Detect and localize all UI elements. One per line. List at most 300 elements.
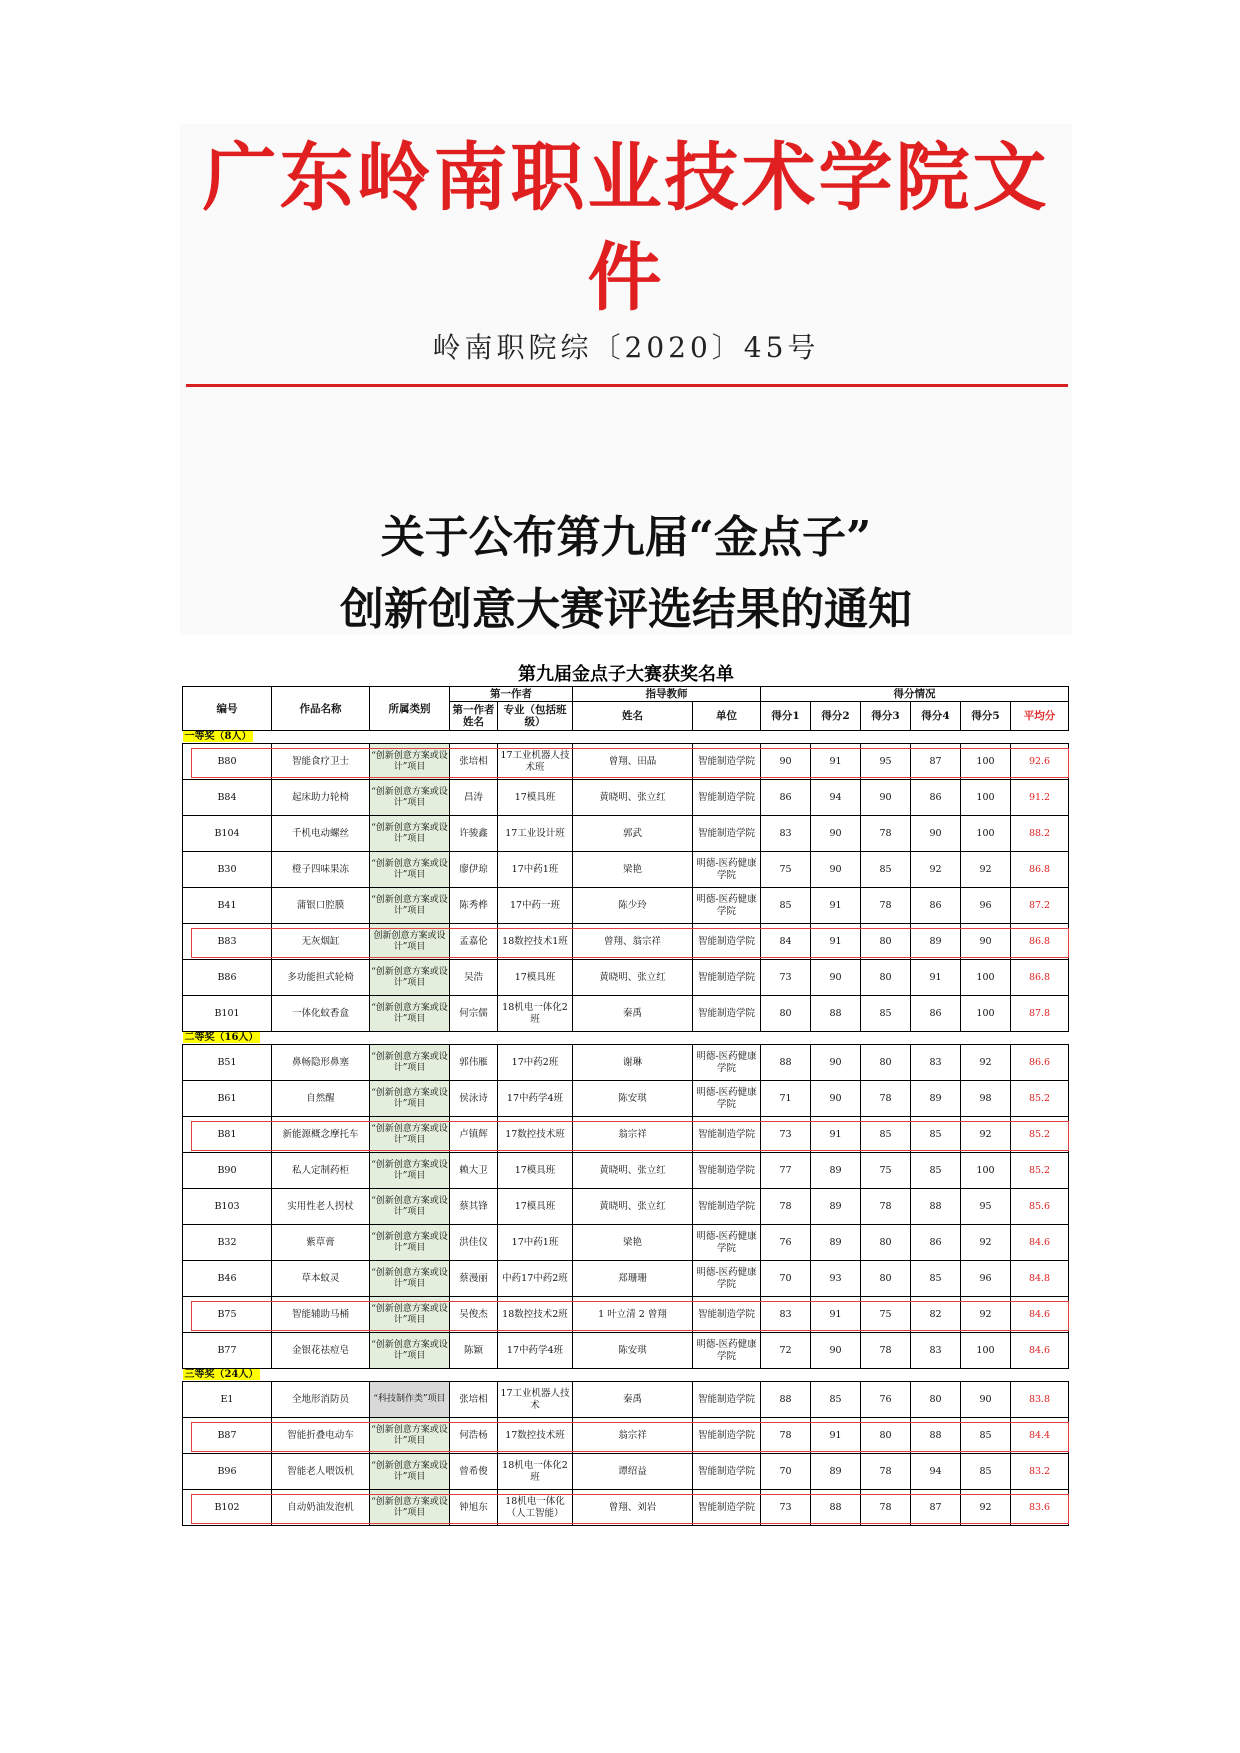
cell-id: B41 xyxy=(183,888,272,924)
cell-score-2: 89 xyxy=(811,1189,861,1225)
cell-major: 17中药一班 xyxy=(498,888,573,924)
cell-score-2: 90 xyxy=(811,852,861,888)
cell-work: 千机电动螺丝 xyxy=(272,816,370,852)
cell-id: B96 xyxy=(183,1454,272,1490)
cell-score-2: 94 xyxy=(811,780,861,816)
cell-average: 87.2 xyxy=(1011,888,1069,924)
cell-work: 自动奶油发泡机 xyxy=(272,1490,370,1526)
cell-work: 多功能担式轮椅 xyxy=(272,960,370,996)
cell-major: 17模具班 xyxy=(498,780,573,816)
cell-average: 85.2 xyxy=(1011,1117,1069,1153)
header-score-4: 得分4 xyxy=(911,702,961,731)
cell-score-1: 72 xyxy=(761,1333,811,1369)
header-unit: 单位 xyxy=(693,702,761,731)
cell-average: 85.2 xyxy=(1011,1081,1069,1117)
table-row xyxy=(183,924,1069,960)
table-row xyxy=(183,1418,1069,1454)
cell-score-1: 71 xyxy=(761,1081,811,1117)
cell-major: 18机电一体化2班 xyxy=(498,1454,573,1490)
cell-average: 85.6 xyxy=(1011,1189,1069,1225)
cell-score-2: 91 xyxy=(811,1297,861,1333)
table-caption: 第九届金点子大赛获奖名单 xyxy=(518,664,734,685)
cell-category: “创新创意方案或设计”项目 xyxy=(370,888,450,924)
cell-category: “创新创意方案或设计”项目 xyxy=(370,852,450,888)
notice-title-line1: 关于公布第九届“金点子” xyxy=(380,512,872,563)
cell-work: 私人定制药柜 xyxy=(272,1153,370,1189)
table-row xyxy=(183,1261,1069,1297)
table-row xyxy=(183,1081,1069,1117)
header-teacher-name: 姓名 xyxy=(573,702,693,731)
cell-score-2: 88 xyxy=(811,1490,861,1526)
cell-score-3: 80 xyxy=(861,1225,911,1261)
cell-score-5: 85 xyxy=(961,1418,1011,1454)
cell-work: 无灰烟缸 xyxy=(272,924,370,960)
header-score-1: 得分1 xyxy=(761,702,811,731)
cell-score-4: 92 xyxy=(911,852,961,888)
cell-category: “创新创意方案或设计”项目 xyxy=(370,960,450,996)
cell-score-5: 96 xyxy=(961,888,1011,924)
cell-unit: 智能制造学院 xyxy=(693,1297,761,1333)
cell-category: “创新创意方案或设计”项目 xyxy=(370,816,450,852)
cell-score-1: 90 xyxy=(761,744,811,780)
cell-teacher: 谢琳 xyxy=(573,1045,693,1081)
cell-score-1: 83 xyxy=(761,1297,811,1333)
cell-category: “创新创意方案或设计”项目 xyxy=(370,1261,450,1297)
cell-score-4: 87 xyxy=(911,1490,961,1526)
cell-score-3: 90 xyxy=(861,780,911,816)
cell-score-5: 90 xyxy=(961,924,1011,960)
cell-category: “创新创意方案或设计”项目 xyxy=(370,1117,450,1153)
cell-score-2: 90 xyxy=(811,816,861,852)
cell-score-4: 89 xyxy=(911,924,961,960)
cell-unit: 明德-医药健康学院 xyxy=(693,1333,761,1369)
cell-score-3: 78 xyxy=(861,816,911,852)
cell-score-1: 80 xyxy=(761,996,811,1032)
cell-average: 84.6 xyxy=(1011,1333,1069,1369)
cell-average: 86.8 xyxy=(1011,960,1069,996)
cell-score-1: 73 xyxy=(761,1117,811,1153)
cell-score-2: 89 xyxy=(811,1225,861,1261)
cell-author: 侯泳诗 xyxy=(450,1081,498,1117)
cell-score-5: 95 xyxy=(961,1189,1011,1225)
cell-major: 18机电一体化2班 xyxy=(498,996,573,1032)
cell-work: 新能源概念摩托车 xyxy=(272,1117,370,1153)
cell-score-2: 88 xyxy=(811,996,861,1032)
cell-score-1: 88 xyxy=(761,1382,811,1418)
header-author-name: 第一作者姓名 xyxy=(450,702,498,731)
cell-average: 84.4 xyxy=(1011,1418,1069,1454)
cell-teacher: 陈少玲 xyxy=(573,888,693,924)
cell-score-1: 85 xyxy=(761,888,811,924)
cell-category: “创新创意方案或设计”项目 xyxy=(370,1225,450,1261)
cell-unit: 智能制造学院 xyxy=(693,780,761,816)
table-row xyxy=(183,1225,1069,1261)
cell-score-1: 73 xyxy=(761,1490,811,1526)
cell-score-4: 86 xyxy=(911,888,961,924)
cell-major: 中药17中药2班 xyxy=(498,1261,573,1297)
cell-average: 84.6 xyxy=(1011,1225,1069,1261)
cell-major: 17数控技术班 xyxy=(498,1117,573,1153)
section-cell xyxy=(183,1369,1069,1382)
cell-score-3: 78 xyxy=(861,1081,911,1117)
cell-average: 92.6 xyxy=(1011,744,1069,780)
header-score-2: 得分2 xyxy=(811,702,861,731)
cell-id: B90 xyxy=(183,1153,272,1189)
cell-average: 86.8 xyxy=(1011,924,1069,960)
cell-author: 陈秀桦 xyxy=(450,888,498,924)
cell-score-4: 82 xyxy=(911,1297,961,1333)
cell-id: B101 xyxy=(183,996,272,1032)
cell-category: “创新创意方案或设计”项目 xyxy=(370,780,450,816)
cell-score-2: 91 xyxy=(811,924,861,960)
cell-unit: 明德-医药健康学院 xyxy=(693,1225,761,1261)
cell-teacher: 陈安琪 xyxy=(573,1333,693,1369)
cell-score-4: 91 xyxy=(911,960,961,996)
cell-major: 18数控技术1班 xyxy=(498,924,573,960)
cell-category: “创新创意方案或设计”项目 xyxy=(370,1045,450,1081)
cell-category: “创新创意方案或设计”项目 xyxy=(370,1297,450,1333)
cell-teacher: 黄晓明、张立红 xyxy=(573,1153,693,1189)
cell-score-5: 100 xyxy=(961,1333,1011,1369)
cell-category: “创新创意方案或设计”项目 xyxy=(370,996,450,1032)
section-row xyxy=(183,1369,1069,1382)
cell-score-2: 90 xyxy=(811,1333,861,1369)
cell-score-3: 75 xyxy=(861,1297,911,1333)
cell-teacher: 黄晓明、张立红 xyxy=(573,780,693,816)
cell-unit: 智能制造学院 xyxy=(693,996,761,1032)
cell-work: 智能老人喂饭机 xyxy=(272,1454,370,1490)
cell-work: 实用性老人拐杖 xyxy=(272,1189,370,1225)
cell-score-5: 100 xyxy=(961,816,1011,852)
cell-major: 17中药学4班 xyxy=(498,1333,573,1369)
cell-score-1: 78 xyxy=(761,1189,811,1225)
cell-major: 17中药学4班 xyxy=(498,1081,573,1117)
cell-author: 陈颖 xyxy=(450,1333,498,1369)
cell-author: 蔡漫丽 xyxy=(450,1261,498,1297)
cell-work: 全地形消防员 xyxy=(272,1382,370,1418)
cell-work: 紫草膏 xyxy=(272,1225,370,1261)
cell-score-3: 76 xyxy=(861,1382,911,1418)
cell-major: 17工业机器人技术班 xyxy=(498,744,573,780)
cell-work: 起床助力轮椅 xyxy=(272,780,370,816)
cell-score-4: 88 xyxy=(911,1418,961,1454)
cell-score-5: 100 xyxy=(961,996,1011,1032)
header-score-group: 得分情况 xyxy=(761,687,1069,702)
cell-author: 孟嘉伦 xyxy=(450,924,498,960)
cell-score-1: 73 xyxy=(761,960,811,996)
cell-unit: 智能制造学院 xyxy=(693,1117,761,1153)
cell-score-3: 85 xyxy=(861,852,911,888)
cell-major: 17中药1班 xyxy=(498,1225,573,1261)
cell-score-5: 100 xyxy=(961,1153,1011,1189)
cell-work: 草本蚊灵 xyxy=(272,1261,370,1297)
cell-work: 智能食疗卫士 xyxy=(272,744,370,780)
section-label: 一等奖（8人） xyxy=(184,731,252,742)
cell-score-5: 92 xyxy=(961,1297,1011,1333)
cell-score-5: 90 xyxy=(961,1382,1011,1418)
cell-unit: 明德-医药健康学院 xyxy=(693,852,761,888)
cell-score-5: 85 xyxy=(961,1454,1011,1490)
cell-category: “创新创意方案或设计”项目 xyxy=(370,1333,450,1369)
cell-score-5: 100 xyxy=(961,780,1011,816)
cell-author: 郭伟雁 xyxy=(450,1045,498,1081)
cell-teacher: 郑珊珊 xyxy=(573,1261,693,1297)
cell-teacher: 黄晓明、张立红 xyxy=(573,1189,693,1225)
cell-category: “创新创意方案或设计”项目 xyxy=(370,1418,450,1454)
cell-score-4: 90 xyxy=(911,816,961,852)
table-row xyxy=(183,1189,1069,1225)
cell-score-4: 87 xyxy=(911,744,961,780)
cell-author: 许骏鑫 xyxy=(450,816,498,852)
cell-major: 18数控技术2班 xyxy=(498,1297,573,1333)
cell-teacher: 谭绍益 xyxy=(573,1454,693,1490)
cell-score-1: 70 xyxy=(761,1454,811,1490)
cell-teacher: 陈安琪 xyxy=(573,1081,693,1117)
header-teacher: 指导教师 xyxy=(573,687,761,702)
cell-score-1: 77 xyxy=(761,1153,811,1189)
cell-id: B83 xyxy=(183,924,272,960)
cell-score-3: 80 xyxy=(861,960,911,996)
table-row xyxy=(183,780,1069,816)
cell-score-5: 96 xyxy=(961,1261,1011,1297)
cell-unit: 明德-医药健康学院 xyxy=(693,1045,761,1081)
cell-score-4: 85 xyxy=(911,1117,961,1153)
cell-major: 17中药2班 xyxy=(498,1045,573,1081)
cell-unit: 明德-医药健康学院 xyxy=(693,888,761,924)
table-row xyxy=(183,1333,1069,1369)
cell-major: 17工业机器人技术 xyxy=(498,1382,573,1418)
cell-id: B87 xyxy=(183,1418,272,1454)
cell-average: 87.8 xyxy=(1011,996,1069,1032)
cell-score-3: 78 xyxy=(861,1189,911,1225)
cell-work: 一体化蚊香盒 xyxy=(272,996,370,1032)
table-row xyxy=(183,960,1069,996)
cell-id: B80 xyxy=(183,744,272,780)
cell-average: 83.8 xyxy=(1011,1382,1069,1418)
cell-score-3: 95 xyxy=(861,744,911,780)
red-divider xyxy=(186,384,1068,387)
cell-author: 何浩杨 xyxy=(450,1418,498,1454)
cell-teacher: 秦禹 xyxy=(573,1382,693,1418)
cell-score-2: 90 xyxy=(811,1081,861,1117)
cell-average: 88.2 xyxy=(1011,816,1069,852)
cell-category: “创新创意方案或设计”项目 xyxy=(370,1490,450,1526)
section-cell xyxy=(183,731,1069,744)
cell-id: B77 xyxy=(183,1333,272,1369)
table-row xyxy=(183,1153,1069,1189)
cell-score-1: 76 xyxy=(761,1225,811,1261)
cell-score-2: 89 xyxy=(811,1153,861,1189)
cell-id: B84 xyxy=(183,780,272,816)
cell-score-2: 91 xyxy=(811,744,861,780)
cell-major: 18机电一体化（人工智能） xyxy=(498,1490,573,1526)
cell-id: B102 xyxy=(183,1490,272,1526)
cell-teacher: 曾翔、刘岩 xyxy=(573,1490,693,1526)
cell-unit: 智能制造学院 xyxy=(693,816,761,852)
cell-major: 17模具班 xyxy=(498,1153,573,1189)
cell-teacher: 黄晓明、张立红 xyxy=(573,960,693,996)
cell-id: B30 xyxy=(183,852,272,888)
cell-score-3: 78 xyxy=(861,888,911,924)
document-number: 岭南职院综〔2020〕45号 xyxy=(432,331,820,364)
cell-score-5: 92 xyxy=(961,1117,1011,1153)
cell-author: 洪佳仪 xyxy=(450,1225,498,1261)
cell-category: “创新创意方案或设计”项目 xyxy=(370,1189,450,1225)
cell-unit: 智能制造学院 xyxy=(693,1382,761,1418)
cell-id: B32 xyxy=(183,1225,272,1261)
cell-score-5: 92 xyxy=(961,852,1011,888)
cell-author: 赖大卫 xyxy=(450,1153,498,1189)
cell-teacher: 曾翔、翁宗祥 xyxy=(573,924,693,960)
header-score-5: 得分5 xyxy=(961,702,1011,731)
cell-work: 智能辅助马桶 xyxy=(272,1297,370,1333)
cell-category: “创新创意方案或设计”项目 xyxy=(370,744,450,780)
cell-category: 创新创意方案或设计”项目 xyxy=(370,924,450,960)
cell-teacher: 1 叶立清 2 曾翔 xyxy=(573,1297,693,1333)
cell-unit: 智能制造学院 xyxy=(693,1153,761,1189)
cell-id: B86 xyxy=(183,960,272,996)
cell-unit: 智能制造学院 xyxy=(693,744,761,780)
table-body xyxy=(183,731,1069,1526)
cell-score-3: 80 xyxy=(861,924,911,960)
cell-author: 张培相 xyxy=(450,1382,498,1418)
cell-average: 86.8 xyxy=(1011,852,1069,888)
cell-id: B61 xyxy=(183,1081,272,1117)
cell-score-3: 80 xyxy=(861,1045,911,1081)
notice-title-line2: 创新创意大赛评选结果的通知 xyxy=(340,584,912,635)
cell-score-5: 98 xyxy=(961,1081,1011,1117)
cell-score-2: 91 xyxy=(811,1418,861,1454)
cell-score-5: 100 xyxy=(961,960,1011,996)
cell-score-1: 78 xyxy=(761,1418,811,1454)
cell-author: 吴俊杰 xyxy=(450,1297,498,1333)
cell-average: 84.8 xyxy=(1011,1261,1069,1297)
cell-score-2: 93 xyxy=(811,1261,861,1297)
header-category: 所属类别 xyxy=(370,687,450,731)
cell-work: 自然醒 xyxy=(272,1081,370,1117)
table-row xyxy=(183,1490,1069,1526)
cell-category: “创新创意方案或设计”项目 xyxy=(370,1454,450,1490)
cell-id: B104 xyxy=(183,816,272,852)
cell-author: 钟旭东 xyxy=(450,1490,498,1526)
cell-score-4: 86 xyxy=(911,1225,961,1261)
cell-score-1: 83 xyxy=(761,816,811,852)
cell-score-3: 78 xyxy=(861,1333,911,1369)
cell-author: 曾希俊 xyxy=(450,1454,498,1490)
cell-major: 17中药1班 xyxy=(498,852,573,888)
table-row xyxy=(183,888,1069,924)
cell-teacher: 翁宗祥 xyxy=(573,1418,693,1454)
cell-score-4: 86 xyxy=(911,996,961,1032)
cell-author: 蔡其锋 xyxy=(450,1189,498,1225)
cell-score-4: 89 xyxy=(911,1081,961,1117)
table-row xyxy=(183,1382,1069,1418)
cell-unit: 智能制造学院 xyxy=(693,1189,761,1225)
cell-score-3: 85 xyxy=(861,996,911,1032)
cell-unit: 智能制造学院 xyxy=(693,1454,761,1490)
cell-score-3: 78 xyxy=(861,1454,911,1490)
table-row xyxy=(183,744,1069,780)
cell-id: B103 xyxy=(183,1189,272,1225)
cell-score-1: 70 xyxy=(761,1261,811,1297)
cell-unit: 智能制造学院 xyxy=(693,960,761,996)
cell-teacher: 翁宗祥 xyxy=(573,1117,693,1153)
cell-major: 17模具班 xyxy=(498,960,573,996)
cell-score-1: 75 xyxy=(761,852,811,888)
cell-score-4: 94 xyxy=(911,1454,961,1490)
cell-score-4: 80 xyxy=(911,1382,961,1418)
cell-major: 17数控技术班 xyxy=(498,1418,573,1454)
cell-score-4: 83 xyxy=(911,1333,961,1369)
cell-score-4: 83 xyxy=(911,1045,961,1081)
cell-score-2: 89 xyxy=(811,1454,861,1490)
cell-major: 17工业设计班 xyxy=(498,816,573,852)
table-row xyxy=(183,1297,1069,1333)
cell-work: 蒲银口腔膜 xyxy=(272,888,370,924)
cell-average: 83.6 xyxy=(1011,1490,1069,1526)
header-work: 作品名称 xyxy=(272,687,370,731)
section-label: 二等奖（16人） xyxy=(184,1032,259,1043)
cell-score-4: 85 xyxy=(911,1261,961,1297)
cell-unit: 明德-医药健康学院 xyxy=(693,1261,761,1297)
cell-score-2: 90 xyxy=(811,960,861,996)
cell-work: 金银花祛痘皂 xyxy=(272,1333,370,1369)
header-major: 专业（包括班级） xyxy=(498,702,573,731)
cell-score-4: 86 xyxy=(911,780,961,816)
table-row xyxy=(183,1454,1069,1490)
cell-id: B46 xyxy=(183,1261,272,1297)
cell-teacher: 曾翔、田晶 xyxy=(573,744,693,780)
header-average: 平均分 xyxy=(1011,702,1069,731)
cell-score-5: 92 xyxy=(961,1225,1011,1261)
header-id: 编号 xyxy=(183,687,272,731)
cell-unit: 智能制造学院 xyxy=(693,924,761,960)
cell-score-2: 85 xyxy=(811,1382,861,1418)
cell-score-2: 91 xyxy=(811,888,861,924)
table-row xyxy=(183,852,1069,888)
cell-author: 昌涛 xyxy=(450,780,498,816)
cell-score-1: 88 xyxy=(761,1045,811,1081)
header-first-author: 第一作者 xyxy=(450,687,573,702)
cell-major: 17模具班 xyxy=(498,1189,573,1225)
notice-title xyxy=(180,502,1072,646)
cell-teacher: 郭武 xyxy=(573,816,693,852)
cell-category: “创新创意方案或设计”项目 xyxy=(370,1081,450,1117)
award-table xyxy=(182,686,1069,1526)
section-label: 三等奖（24人） xyxy=(184,1369,259,1380)
cell-score-5: 92 xyxy=(961,1045,1011,1081)
cell-score-4: 88 xyxy=(911,1189,961,1225)
section-row xyxy=(183,1032,1069,1045)
cell-author: 何宗儒 xyxy=(450,996,498,1032)
header-score-3: 得分3 xyxy=(861,702,911,731)
cell-average: 86.6 xyxy=(1011,1045,1069,1081)
cell-average: 91.2 xyxy=(1011,780,1069,816)
cell-score-3: 75 xyxy=(861,1153,911,1189)
cell-id: B51 xyxy=(183,1045,272,1081)
cell-author: 吴浩 xyxy=(450,960,498,996)
cell-score-3: 80 xyxy=(861,1418,911,1454)
cell-id: B75 xyxy=(183,1297,272,1333)
cell-score-3: 85 xyxy=(861,1117,911,1153)
cell-teacher: 梁艳 xyxy=(573,1225,693,1261)
cell-score-2: 90 xyxy=(811,1045,861,1081)
cell-work: 橙子四味果冻 xyxy=(272,852,370,888)
cell-work: 鼻畅隐形鼻塞 xyxy=(272,1045,370,1081)
cell-teacher: 梁艳 xyxy=(573,852,693,888)
cell-category: “科技制作类”项目 xyxy=(370,1382,450,1418)
cell-score-5: 100 xyxy=(961,744,1011,780)
